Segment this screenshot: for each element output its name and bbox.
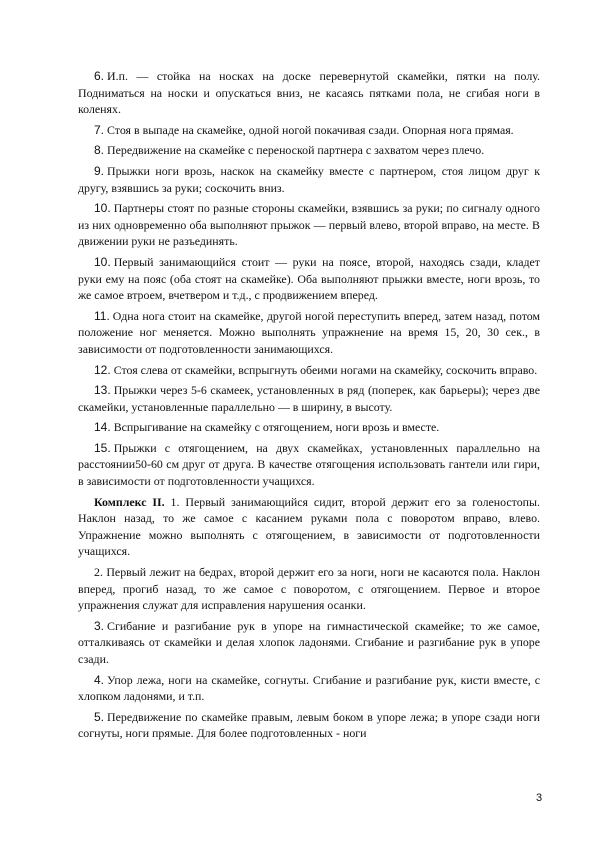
exercise-15: 15. Прыжки с отягощением, на двух скамейках, установленных параллельно на расстоянии50-60 см друг от друга. В качестве отягощения использовать гантели или гири, в зависимости от подготовленности учащихся. bbox=[78, 440, 540, 489]
exercise-12: 12. Стоя слева от скамейки, вспрыгнуть обеими ногами на скамейку, соскочить вправо. bbox=[94, 362, 538, 377]
complex-2-exercise-4: 4. Упор лежа, ноги на скамейке, согнуты. Сгибание и разгибание рук, кисти вместе, с хлопком ладонями, и т.п. bbox=[78, 672, 540, 704]
complex-2-exercise-2: 2. Первый лежит на бедрах, второй держит его за ноги, ноги не касаются пола. Наклон вперед, прогиб назад, то же самое с поворотом, с отягощением. Первое и второе упражнения служат для исправления нарушения осанки. bbox=[78, 565, 540, 613]
exercise-7: 7. Стоя в выпаде на скамейке, одной ногой покачивая сзади. Опорная нога прямая. bbox=[94, 122, 514, 137]
exercise-6: 6. И.п. — стойка на носках на доске перевернутой скамейки, пятки на полу. Подниматься на носки и опускаться вниз, не касаясь пятками пола, не сгибая ноги в коленях. bbox=[78, 69, 540, 117]
page-number: 3 bbox=[536, 792, 543, 804]
exercise-10b: 10. Первый занимающийся стоит — руки на поясе, второй, находясь сзади, кладет руки ему на пояс (оба стоят на скамейке). Оба выполняют прыжки вместе, ноги врозь, то же самое втроем, вчетвером и т.д., с продвижением вперед. bbox=[78, 254, 540, 303]
exercise-11: 11. Одна нога стоит на скамейке, другой ногой переступить вперед, затем назад, потом положение ног меняется. Можно выполнять упражнение на время 15, 20, 30 сек., в зависимости от подготовленности занимающихся. bbox=[78, 308, 540, 356]
exercise-10a: 10. Партнеры стоят по разные стороны скамейки, взявшись за руки; по сигналу одного из них одновременно оба выполняют прыжок — первый влево, второй вправо, на месте. В движении руки не разъединять. bbox=[78, 201, 540, 249]
complex-2-exercise-3: 3. Сгибание и разгибание рук в упоре на гимнастической скамейке; то же самое, отталкиваясь от скамейки и делая хлопок ладонями. Сгибание и разгибание рук в упоре сзади. bbox=[78, 618, 540, 666]
complex-2-exercise-5: 5. Передвижение по скамейке правым, левым боком в упоре лежа; в упоре сзади ноги согнуты, ноги прямые. Для более подготовленных - ноги bbox=[78, 709, 540, 741]
exercise-9: 9. Прыжки ноги врозь, наскок на скамейку вместе с партнером, стоя лицом друг к другу, взявшись за руки; соскочить вниз. bbox=[78, 163, 540, 195]
exercise-8: 8. Передвижение на скамейке с переноской партнера с захватом через плечо. bbox=[94, 143, 485, 158]
document-body bbox=[78, 68, 540, 742]
complex-2-intro: Комплекс II. 1. Первый занимающийся сидит, второй держит его за голеностопы. Наклон назад, то же самое с касанием руками пола с поворотом вправо, влево. Упражнение можно выполнять с отягощением, в зависимости от подготовленности учащихся. bbox=[78, 494, 540, 559]
exercise-13: 13. Прыжки через 5-6 скамеек, установленных в ряд (поперек, как барьеры); через две скамейки, установленные параллельно — в ширину, в высоту. bbox=[78, 383, 540, 414]
complex-heading: Комплекс II. bbox=[94, 494, 165, 509]
exercise-14: 14. Вспрыгивание на скамейку с отягощением, ноги врозь и вместе. bbox=[94, 420, 440, 435]
